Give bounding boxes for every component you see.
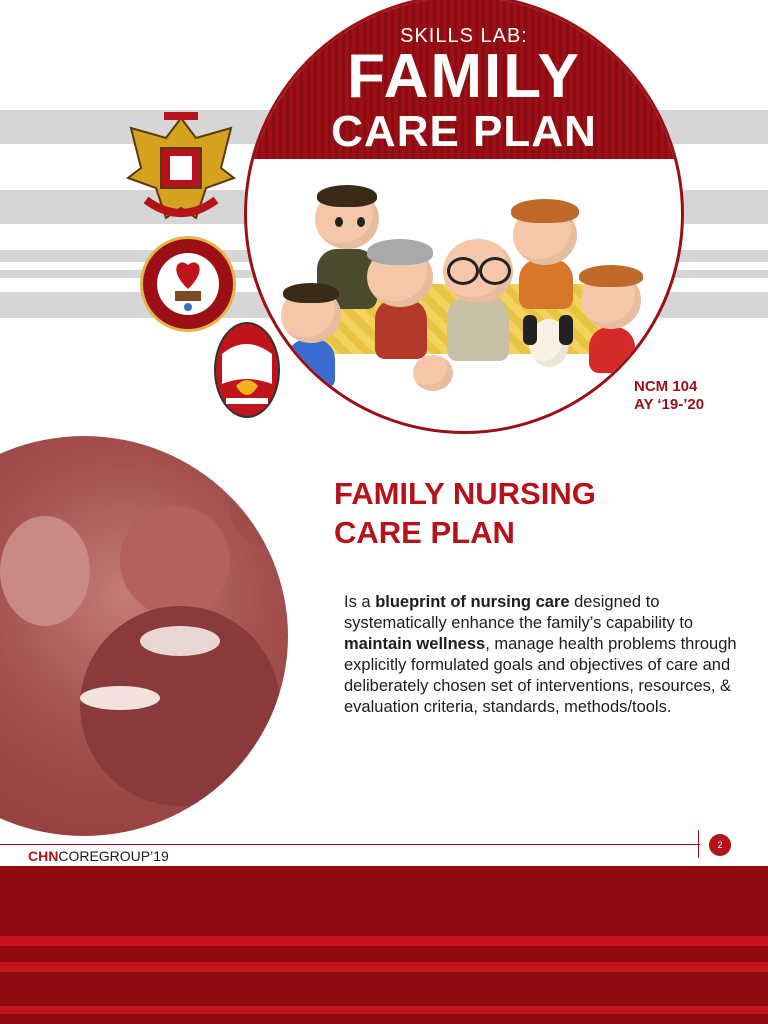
section-heading xyxy=(334,474,734,552)
footer-tick xyxy=(698,830,699,858)
college-seal-logo xyxy=(140,236,236,332)
title-family: FAMILY xyxy=(347,42,581,111)
family-dinner-photo xyxy=(0,436,288,836)
university-crest-logo xyxy=(126,108,236,228)
bottom-band xyxy=(0,866,768,1024)
emphasis-blueprint: blueprint of nursing care xyxy=(375,593,570,611)
page-number-badge: 2 xyxy=(709,834,731,856)
title-care-plan: CARE PLAN xyxy=(331,107,597,156)
academic-year: AY ‘19-’20 xyxy=(634,396,705,413)
heading-line-2: CARE PLAN xyxy=(334,515,515,550)
heading-line-1: FAMILY NURSING xyxy=(334,476,596,511)
title-kicker: SKILLS LAB: xyxy=(400,25,528,47)
family-figurines-image xyxy=(247,159,681,434)
course-info xyxy=(634,378,704,414)
title-circle xyxy=(244,0,684,434)
definition-paragraph: Is a blueprint of nursing care designed to systematically enhance the family’s capability to maintain wellness, manage health problems through explicitly formulated goals and objectives of care and deliberately chosen set of interventions, resources, & evaluation criteria, standards, methods/tools. xyxy=(344,593,737,716)
course-code: NCM 104 xyxy=(634,378,698,395)
emphasis-wellness: maintain wellness xyxy=(344,635,486,653)
footer-brand: CHNCOREGROUP’19 xyxy=(28,848,169,864)
footer-divider xyxy=(0,844,700,845)
